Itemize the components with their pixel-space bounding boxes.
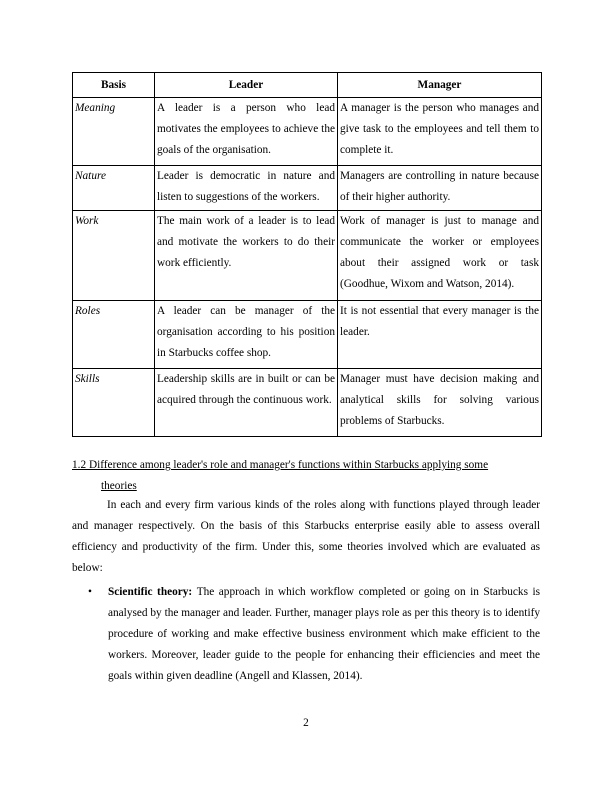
page-number: 2: [303, 717, 309, 729]
leader-cell: Leadership skills are in built or can be acquired through the continuous work.: [155, 369, 338, 437]
header-leader: Leader: [155, 73, 338, 98]
manager-cell: It is not essential that every manager is the leader.: [338, 301, 542, 369]
intro-paragraph: In each and every firm various kinds of the roles along with functions played through leader and manager respectively. On the basis of this Starbucks enterprise easily able to assess overall efficiency and productivity of the firm. Under this, some theories involved which are evaluated as below:: [72, 499, 540, 574]
section-heading-line-1: 1.2 Difference among leader's role and manager's functions within Starbucks applying some: [72, 459, 489, 471]
bullet-text: The approach in which workflow completed or going on in Starbucks is analysed by the manager and leader. Further, manager plays role as per this theory is to identify procedure of working and make effective business environment which make efficient to the workers. Moreover, leader guide to the people for enhancing their efficiencies and meet the goals within given deadline (Angell and Klassen, 2014).: [108, 586, 541, 682]
basis-cell: Skills: [73, 369, 155, 437]
bullet-term: Scientific theory:: [108, 586, 197, 598]
bullet-icon: •: [88, 586, 92, 598]
table-header-row: [73, 73, 542, 98]
manager-cell: Work of manager is just to manage and communicate the worker or employees about their assigned work or task (Goodhue, Wixom and Watson, 2014).: [338, 211, 542, 301]
leader-cell: A leader is a person who lead motivates the employees to achieve the goals of the organisation.: [155, 98, 338, 166]
comparison-table: [72, 72, 542, 437]
leader-cell: A leader can be manager of the organisation according to his position in Starbucks coffee shop.: [155, 301, 338, 369]
basis-cell: Roles: [73, 301, 155, 369]
section-heading-line-2: theories: [101, 480, 137, 492]
leader-cell: Leader is democratic in nature and listen to suggestions of the workers.: [155, 166, 338, 211]
header-basis: Basis: [73, 73, 155, 98]
section-heading: [72, 455, 540, 497]
table-row: [73, 98, 542, 166]
table-row: [73, 369, 542, 437]
leader-cell: The main work of a leader is to lead and motivate the workers to do their work efficiently.: [155, 211, 338, 301]
manager-cell: Managers are controlling in nature because of their higher authority.: [338, 166, 542, 211]
basis-cell: Meaning: [73, 98, 155, 166]
header-manager: Manager: [338, 73, 542, 98]
manager-cell: Manager must have decision making and analytical skills for solving various problems of Starbucks.: [338, 369, 542, 437]
basis-cell: Work: [73, 211, 155, 301]
list-item: [72, 582, 540, 687]
table-row: [73, 301, 542, 369]
theory-list: [72, 582, 540, 687]
basis-cell: Nature: [73, 166, 155, 211]
table-row: [73, 166, 542, 211]
table-row: [73, 211, 542, 301]
manager-cell: A manager is the person who manages and give task to the employees and tell them to complete it.: [338, 98, 542, 166]
